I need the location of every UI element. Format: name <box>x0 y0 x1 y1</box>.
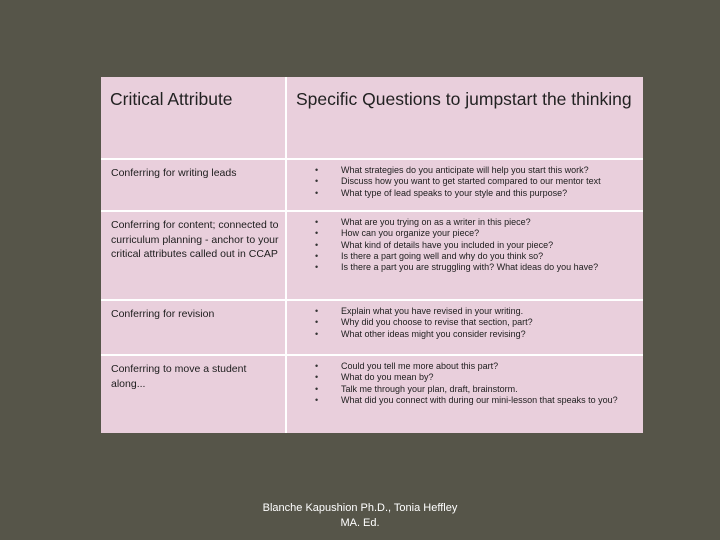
bullet-icon: • <box>315 372 319 383</box>
question-text: Why did you choose to revise that section, part? <box>341 317 533 328</box>
questions-cell <box>286 300 643 355</box>
question-item <box>287 317 639 328</box>
question-item <box>287 217 639 228</box>
footer-authors: Blanche Kapushion Ph.D., Tonia Heffley <box>262 502 458 514</box>
attribute-cell: Conferring for content; connected to curriculum planning - anchor to your critical attributes called out in CCAP <box>101 211 286 300</box>
bullet-icon: • <box>315 176 319 187</box>
slide-footer <box>0 501 720 531</box>
footer-degree: MA. Ed. <box>340 517 380 529</box>
question-text: How can you organize your piece? <box>341 228 480 239</box>
question-text: What other ideas might you consider revising? <box>341 328 526 339</box>
critical-attributes-table <box>101 77 643 433</box>
attributes-table-grid <box>101 77 643 433</box>
table-row <box>101 300 643 355</box>
bullet-icon: • <box>315 165 319 175</box>
attribute-cell: Conferring to move a student along... <box>101 355 286 433</box>
question-text: Discuss how you want to get started compared to our mentor text <box>341 176 601 187</box>
question-list <box>287 217 639 273</box>
bullet-icon: • <box>315 383 319 394</box>
question-item <box>287 240 639 251</box>
question-item <box>287 361 639 372</box>
question-item <box>287 251 639 262</box>
question-list <box>287 165 639 199</box>
question-item <box>287 306 639 317</box>
bullet-icon: • <box>315 317 319 328</box>
questions-cell <box>286 211 643 300</box>
questions-cell <box>286 355 643 433</box>
table-row <box>101 355 643 433</box>
question-item <box>287 395 639 406</box>
question-item <box>287 372 639 383</box>
question-list <box>287 361 639 406</box>
header-critical-attribute: Critical Attribute <box>101 77 286 159</box>
bullet-icon: • <box>315 306 319 316</box>
question-text: Is there a part going well and why do you think so? <box>341 250 544 261</box>
question-text: Explain what you have revised in your writing. <box>341 306 524 316</box>
question-text: Talk me through your plan, draft, brainstorm. <box>341 383 518 394</box>
question-list <box>287 306 639 340</box>
question-item <box>287 176 639 187</box>
questions-cell <box>286 159 643 211</box>
question-text: What kind of details have you included in your piece? <box>341 239 554 250</box>
table-header-row <box>101 77 643 159</box>
question-text: What type of lead speaks to your style and this purpose? <box>341 187 568 198</box>
question-item <box>287 329 639 340</box>
bullet-icon: • <box>315 328 319 339</box>
bullet-icon: • <box>315 262 319 273</box>
bullet-icon: • <box>315 217 319 227</box>
bullet-icon: • <box>315 228 319 239</box>
question-text: What do you mean by? <box>341 372 434 383</box>
bullet-icon: • <box>315 187 319 198</box>
question-item <box>287 228 639 239</box>
header-specific-questions: Specific Questions to jumpstart the thinking <box>296 89 632 109</box>
question-text: What did you connect with during our mini-lesson that speaks to you? <box>341 394 618 405</box>
attribute-cell: Conferring for writing leads <box>101 159 286 211</box>
bullet-icon: • <box>315 239 319 250</box>
attribute-cell: Conferring for revision <box>101 300 286 355</box>
question-text: What are you trying on as a writer in this piece? <box>341 217 531 227</box>
question-item <box>287 188 639 199</box>
bullet-icon: • <box>315 361 319 371</box>
question-item <box>287 165 639 176</box>
question-text: Could you tell me more about this part? <box>341 361 499 371</box>
bullet-icon: • <box>315 250 319 261</box>
question-text: Is there a part you are struggling with? What ideas do you have? <box>341 262 599 273</box>
question-text: What strategies do you anticipate will help you start this work? <box>341 165 589 175</box>
bullet-icon: • <box>315 394 319 405</box>
question-item <box>287 262 639 273</box>
question-item <box>287 384 639 395</box>
table-row <box>101 211 643 300</box>
table-row <box>101 159 643 211</box>
